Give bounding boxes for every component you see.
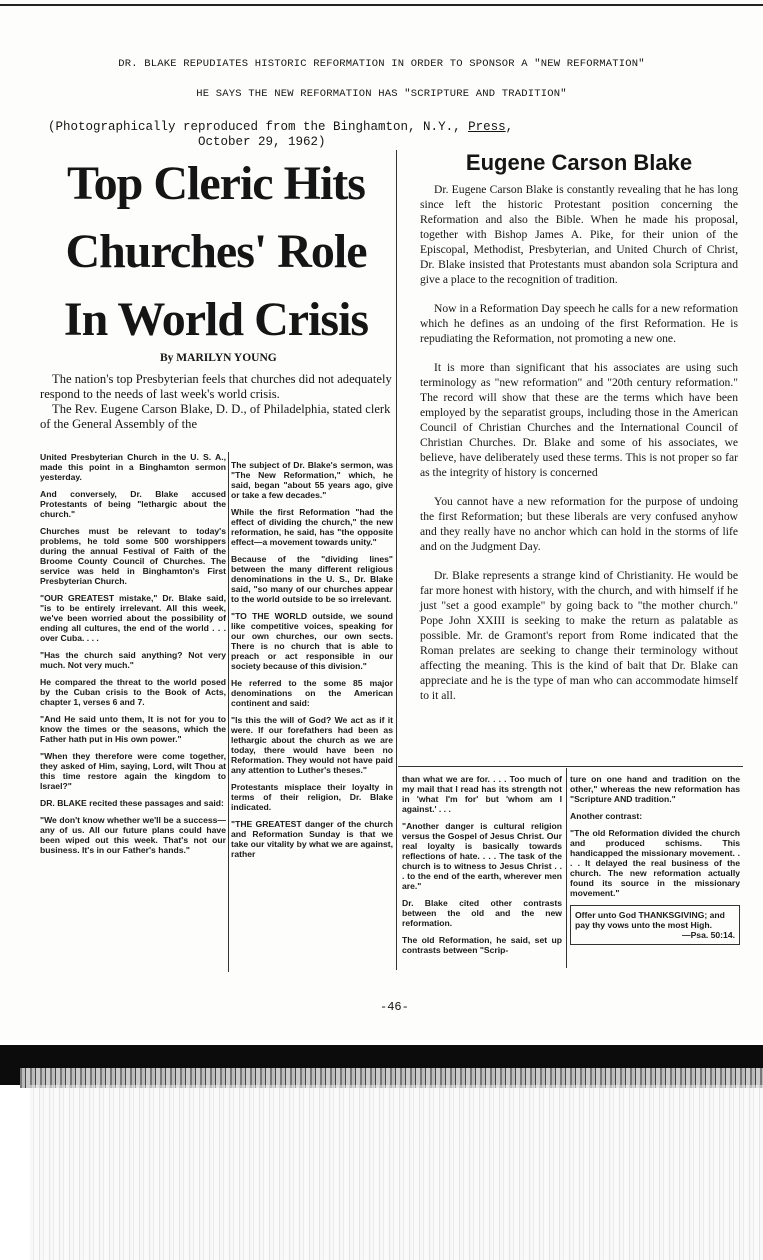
byline: By MARILYN YOUNG xyxy=(160,352,277,364)
scan-artifact-noise xyxy=(30,1085,763,1260)
page-number: -46- xyxy=(380,1000,409,1014)
column-divider xyxy=(228,452,229,972)
article-paragraph: And conversely, Dr. Blake accused Protestants of being "lethargic about the church." xyxy=(40,489,226,519)
article-paragraph: The old Reformation, he said, set up contrasts between "Scrip- xyxy=(402,935,562,955)
article-paragraph: "We don't know whether we'll be a success—any of us. All our future plans could have been wiped out this week. That's not our business. It's in our Father's hands." xyxy=(40,815,226,855)
column-divider xyxy=(396,150,397,970)
article-lead xyxy=(40,372,392,432)
headline-line-2: Churches' Role xyxy=(65,225,367,278)
verse-reference: —Psa. 50:14. xyxy=(681,930,735,940)
article-column-4 xyxy=(570,774,740,945)
commentary-title: Eugene Carson Blake xyxy=(465,150,693,175)
credit-date: October 29, 1962) xyxy=(198,135,326,149)
commentary-block xyxy=(420,150,738,717)
headline-line-1: Top Cleric Hits xyxy=(67,157,365,210)
column-divider xyxy=(566,768,567,968)
clipping-top-rule xyxy=(398,766,743,767)
commentary-paragraph: Now in a Reformation Day speech he calls for a new reformation which he defines as an undoing of the first Reformation. He is repudiating the Reformation, not promoting a new one. xyxy=(420,302,738,345)
article-paragraph: ture on one hand and tradition on the other," whereas the new reformation has "Scripture AND tradition." xyxy=(570,774,740,804)
article-paragraph: than what we are for. . . . Too much of my mail that I read has its strength not in 'what I'm for' but 'whom am I against.' . . . xyxy=(402,774,562,814)
article-paragraph: "Has the church said anything? Not very much. Not very much." xyxy=(40,650,226,670)
commentary-paragraph: Dr. Eugene Carson Blake is constantly revealing that he has long since left the historic Protestant position concerning the Reformation and also the Bible. When he made his proposal, together with Bishop James A. Pike, for their union of the Episcopal, Methodist, Presbyterian, and United Church of Christ, Dr. Blake insisted that Protestants must abandon sola Scriptura and give a place to the recognition of tradition. xyxy=(420,183,738,286)
article-column-2 xyxy=(231,460,393,866)
article-paragraph: "THE GREATEST danger of the church and Reformation Sunday is that we take our vitality by what we are against, rather xyxy=(231,819,393,859)
scripture-verse-box xyxy=(570,905,740,945)
article-paragraph: Dr. Blake cited other contrasts between the old and the new reformation. xyxy=(402,898,562,928)
commentary-paragraph: Dr. Blake represents a strange kind of Christianity. He would be far more honest with history, with the church, and with himself if he just "set a good example" by going back to "the mother church." Pope John XXIII is seeking to make the return as palatable as possible. Mr. de Gramont's report from Rome indicated that the Roman prelates are seeking to change their terminology without affecting the meaning. This is the kind of bait that Dr. Blake can appreciate and he is the type of man who can accommodate himself to it all. xyxy=(420,569,738,702)
article-column-1 xyxy=(40,452,226,862)
article-paragraph: "Another danger is cultural religion versus the Gospel of Jesus Christ. Our real loyalty is basically towards reflections of hate. . . . The task of the church is to witness to Jesus Christ . . . to the end of the earth, wherever men are." xyxy=(402,821,562,891)
article-headline-block xyxy=(40,150,392,354)
lead-paragraph-2: The Rev. Eugene Carson Blake, D. D., of Philadelphia, stated clerk of the General Assembly of the xyxy=(40,402,391,431)
article-paragraph: Churches must be relevant to today's problems, he told some 500 worshippers during the annual Festival of Faith of the Broome County Council of Churches. The service was held in Binghamton's First Presbyterian Church. xyxy=(40,526,226,586)
article-paragraph: Because of the "dividing lines" between the many different religious denominations in the U. S., Dr. Blake said, "so many of our churches appear to the world outside to be so irrelevant. xyxy=(231,554,393,604)
credit-prefix: (Photographically reproduced from the Binghamton, N.Y., xyxy=(48,120,469,134)
article-paragraph: He referred to the some 85 major denominations on the American continent and said: xyxy=(231,678,393,708)
article-paragraph: "The old Reformation divided the church and produced schisms. This handicapped the missionary movement. . . . It delayed the real business of the church. The new reformation actually found its source in the missionary movement." xyxy=(570,828,740,898)
article-paragraph: "TO THE WORLD outside, we sound like competitive voices, speaking for our own churches, our own sects. There is no church that is able to preach or act responsible in our society because of this division." xyxy=(231,611,393,671)
credit-paper: Press xyxy=(468,120,506,134)
article-paragraph: United Presbyterian Church in the U. S. A., made this point in a Binghamton sermon yesterday. xyxy=(40,452,226,482)
header-line-1: DR. BLAKE REPUDIATES HISTORIC REFORMATION IN ORDER TO SPONSOR A "NEW REFORMATION" xyxy=(118,58,645,70)
article-paragraph: He compared the threat to the world posed by the Cuban crisis to the Book of Acts, chapter 1, verses 6 and 7. xyxy=(40,677,226,707)
lead-paragraph-1: The nation's top Presbyterian feels that churches did not adequately respond to the needs of last week's world crisis. xyxy=(40,372,392,401)
headline-line-3: In World Crisis xyxy=(63,293,369,346)
article-paragraph: While the first Reformation "had the effect of dividing the church," the new reformation, he said, has "the opposite effect—a movement towards unity." xyxy=(231,507,393,547)
article-paragraph: "And He said unto them, It is not for you to know the times or the seasons, which the Father hath put in His own power." xyxy=(40,714,226,744)
credit-comma: , xyxy=(505,120,514,134)
article-paragraph: "OUR GREATEST mistake," Dr. Blake said, "is to be entirely irrelevant. All this week, we've been worried about the possibility of ending all cultures, the end of the world . . . over Cuba. . . . xyxy=(40,593,226,643)
top-rule xyxy=(0,4,763,6)
article-paragraph: DR. BLAKE recited these passages and said: xyxy=(40,798,224,808)
article-paragraph: The subject of Dr. Blake's sermon, was "The New Reformation," which, he said, began "about 55 years ago, give or take a few decades." xyxy=(231,460,393,500)
article-paragraph: Protestants misplace their loyalty in terms of their religion, Dr. Blake indicated. xyxy=(231,782,393,812)
commentary-paragraph: You cannot have a new reformation for the purpose of undoing the first Reformation; but these liberals are very confused anyhow and they really have no anchor which can hold in the storms of life and on the Judgment Day. xyxy=(420,495,738,553)
article-column-3 xyxy=(402,774,562,962)
article-paragraph: "Is this the will of God? We act as if it were. If our forefathers had been as lethargic about the church as we are today, there would have been no Reformation. They would not have paid any attention to Luther's theses." xyxy=(231,715,393,775)
article-paragraph: "When they therefore were come together, they asked of Him, saying, Lord, wilt Thou at this time restore again the kingdom to Israel?" xyxy=(40,751,226,791)
article-paragraph: Another contrast: xyxy=(570,811,643,821)
verse-text: Offer unto God THANKSGIVING; and pay thy vows unto the most High. xyxy=(575,910,725,930)
reproduction-credit xyxy=(48,120,568,150)
header-line-2: HE SAYS THE NEW REFORMATION HAS "SCRIPTURE AND TRADITION" xyxy=(196,88,567,100)
commentary-paragraph: It is more than significant that his associates are using such terminology as "new reformation" and "20th century reformation." The record will show that these are the terms which have been employed by the separatist groups, including those in the American Council of Christian Churches and the International Council of Christian Churches. Dr. Blake and some of his associates, we believe, have deliberately used these terms. This is not proper so far as the integrity of history is concerned xyxy=(420,361,738,479)
